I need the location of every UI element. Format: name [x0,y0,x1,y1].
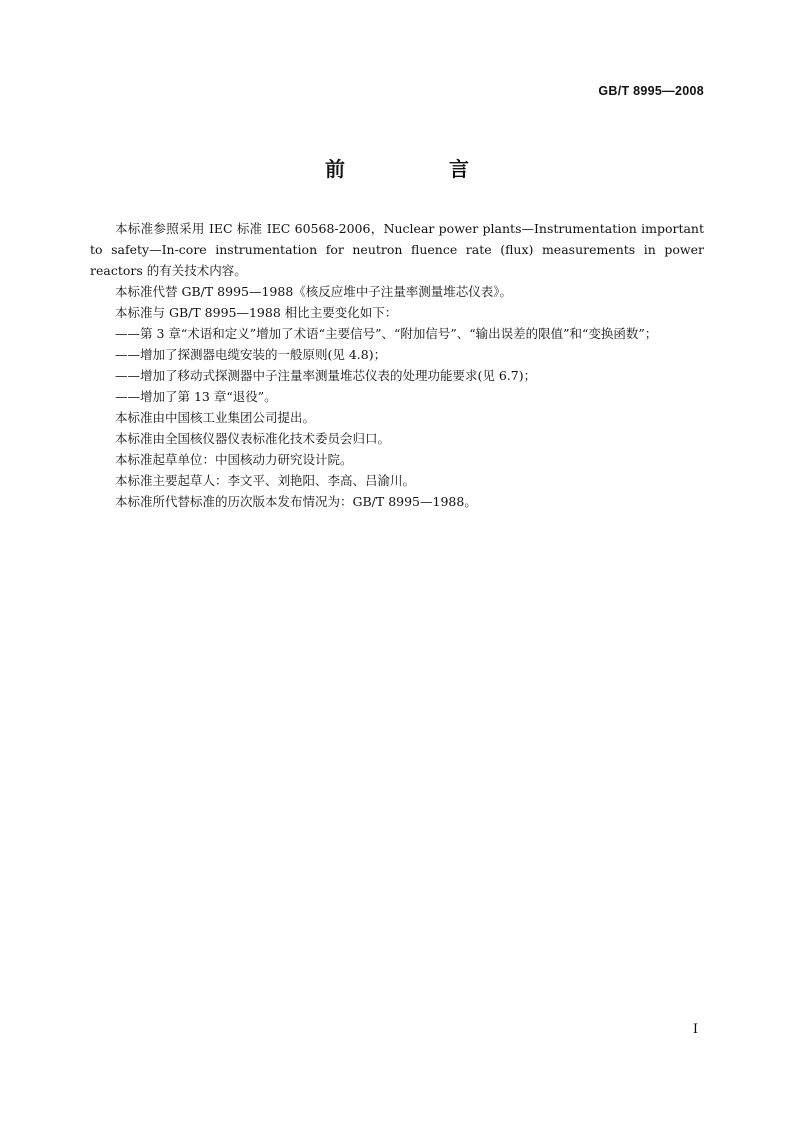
paragraph-drafters: 本标准主要起草人：李文平、刘艳阳、李高、吕渝川。 [115,473,416,488]
page-number: I [692,1022,698,1037]
paragraph-version-history: 本标准所代替标准的历次版本发布情况为：GB/T 8995—1988。 [115,494,477,509]
list-item: ——增加了第 13 章“退役”。 [115,389,277,404]
paragraph-proposer: 本标准由中国核工业集团公司提出。 [115,410,316,425]
paragraph-changes-intro: 本标准与 GB/T 8995—1988 相比主要变化如下： [115,305,398,320]
page-title: 前 言 [325,157,511,181]
list-item: ——增加了探测器电缆安装的一般原则(见 4.8)； [115,347,387,362]
paragraph-replaces: 本标准代替 GB/T 8995—1988《核反应堆中子注量率测量堆芯仪表》。 [115,284,513,299]
list-item: ——增加了移动式探测器中子注量率测量堆芯仪表的处理功能要求(见 6.7)； [115,368,537,383]
list-item: ——第 3 章“术语和定义”增加了术语“主要信号”、“附加信号”、“输出误差的限值”和“变换函数”； [115,326,658,341]
foreword-content [90,218,704,512]
paragraph-committee: 本标准由全国核仪器仪表标准化技术委员会归口。 [115,431,391,446]
standard-code: GB/T 8995—2008 [598,84,704,98]
paragraph-drafting-unit: 本标准起草单位：中国核动力研究设计院。 [115,452,353,467]
paragraph-reference: 本标准参照采用 IEC 标准 IEC 60568-2006，Nuclear power plants—Instrumentation important to safety—In-core instrumentation for neutron fluence rate (flux) measurements in power reactors 的有关技术内容。 [90,221,704,278]
